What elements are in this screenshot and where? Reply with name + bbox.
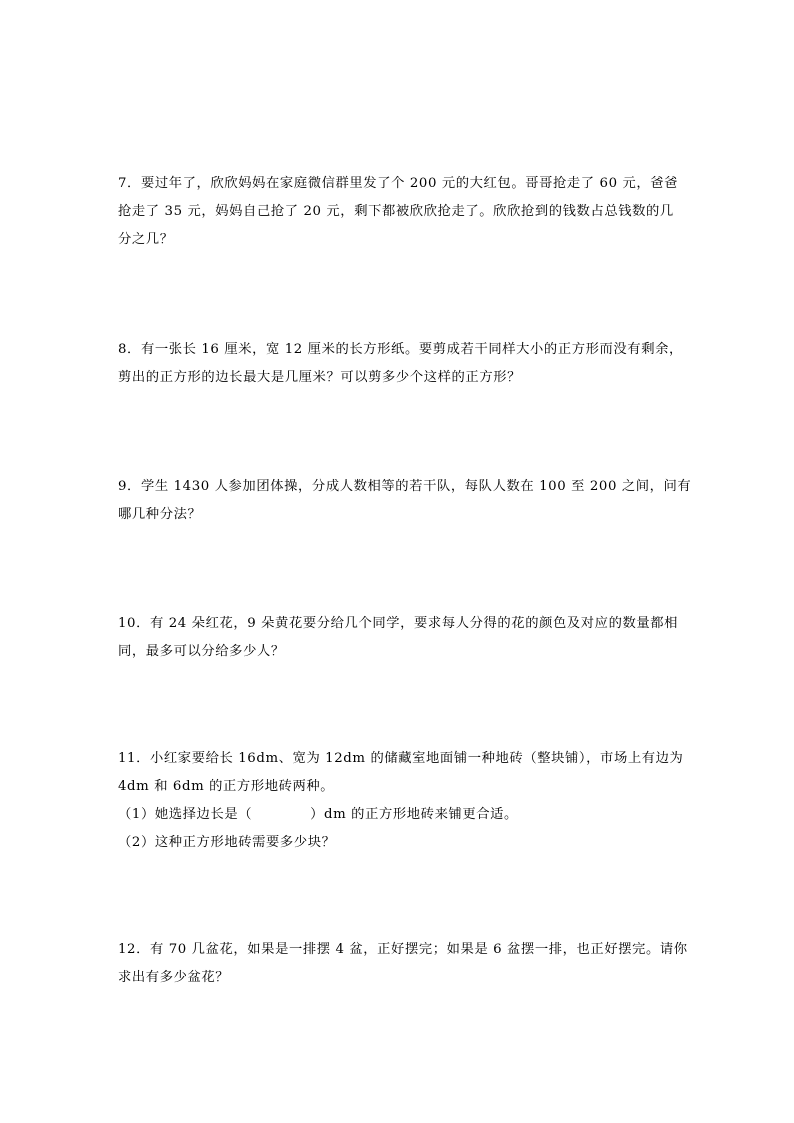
problem-10-line-1: 10．有 24 朵红花，9 朵黄花要分给几个同学，要求每人分得的花的颜色及对应的数量都相	[118, 616, 679, 631]
problem-11-line-2: 4dm 和 6dm 的正方形地砖两种。	[118, 779, 335, 794]
problem-11-subquestion-2: （2）这种正方形地砖需要多少块？	[118, 835, 336, 850]
subquestion-1-suffix: ）dm 的正方形地砖来铺更合适。	[310, 807, 518, 822]
problem-9-line-2: 哪几种分法？	[118, 507, 202, 522]
problem-12	[118, 936, 688, 992]
problem-9	[118, 473, 692, 529]
problem-7	[118, 170, 680, 254]
problem-7-line-2: 抢走了 35 元，妈妈自己抢了 20 元，剩下都被欣欣抢走了。欣欣抢到的钱数占总钱数的几	[118, 204, 674, 219]
problem-11-line-1: 11．小红家要给长 16dm、宽为 12dm 的储藏室地面铺一种地砖（整块铺），市场上有边为	[118, 751, 684, 766]
problem-7-line-3: 分之几？	[118, 232, 174, 247]
problem-10-line-2: 同，最多可以分给多少人？	[118, 644, 285, 659]
problem-9-line-1: 9．学生 1430 人参加团体操，分成人数相等的若干队，每队人数在 100 至 200 之间，问有	[118, 479, 692, 494]
subquestion-1-prefix: （1）她选择边长是（	[118, 807, 253, 822]
problem-7-line-1: 7．要过年了，欣欣妈妈在家庭微信群里发了个 200 元的大红包。哥哥抢走了 60 元，爸爸	[118, 176, 679, 191]
problem-11	[118, 745, 684, 857]
problem-11-subquestion-1	[118, 801, 680, 829]
problem-8	[118, 336, 683, 392]
problem-12-line-2: 求出有多少盆花？	[118, 970, 230, 985]
problem-12-line-1: 12．有 70 几盆花，如果是一排摆 4 盆，正好摆完；如果是 6 盆摆一排，也正好摆完。请你	[118, 942, 688, 957]
problem-8-line-1: 8．有一张长 16 厘米，宽 12 厘米的长方形纸。要剪成若干同样大小的正方形而没有剩余，	[118, 342, 683, 357]
problem-8-line-2: 剪出的正方形的边长最大是几厘米？可以剪多少个这样的正方形？	[118, 370, 522, 385]
problem-10	[118, 610, 680, 666]
